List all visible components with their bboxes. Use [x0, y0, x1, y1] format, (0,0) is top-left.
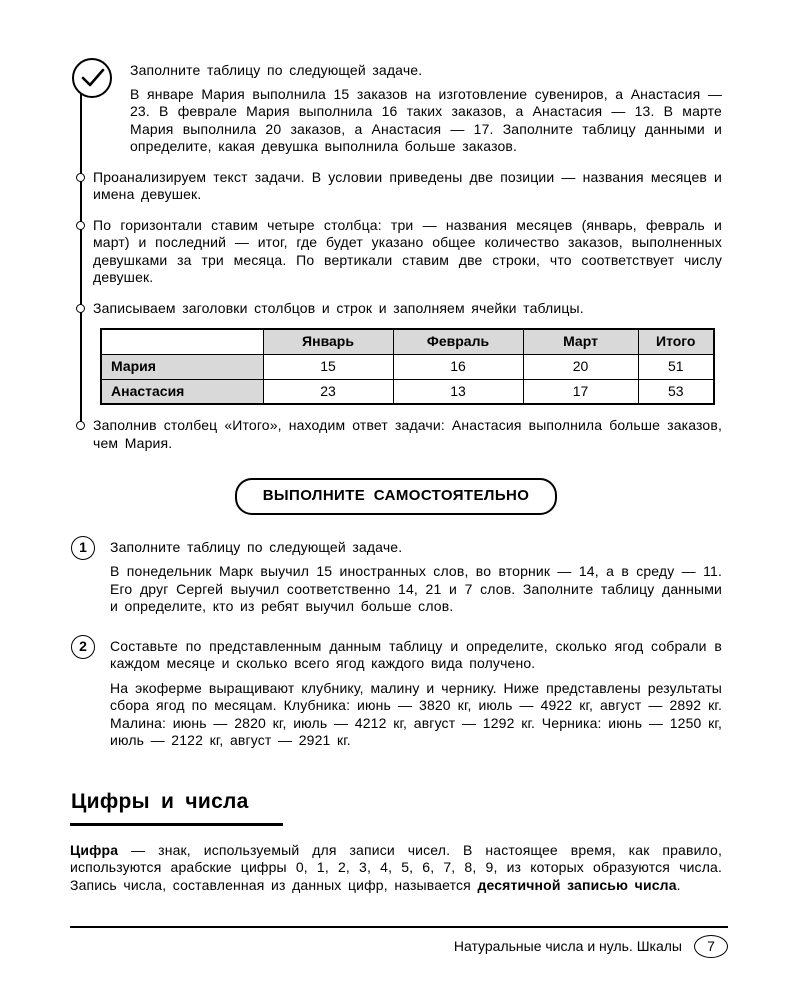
table-cell: 15 [263, 354, 393, 379]
table-header-february: Февраль [393, 329, 523, 354]
task-body: На экоферме выращивают клубнику, малину и чернику. Ниже представлены результаты сбора ягод по месяцам. Клубника: июнь — 3820 кг, июль — 4922 кг, август — 2892 кг. Малина: июнь — 2820 кг, июль — 4212 кг, август — 1292 кг. Черника: июнь — 1250 кг, июль — 2122 кг, август — 2921 кг. [110, 679, 722, 748]
worked-example [70, 62, 722, 452]
table-cell: 23 [263, 379, 393, 404]
practice-box: ВЫПОЛНИТЕ САМОСТОЯТЕЛЬНО [235, 478, 558, 515]
example-problem-text: В январе Мария выполнила 15 заказов на изготовление сувениров, а Анастасия — 23. В феврале Мария выполнила 16 таких заказов, а Анастасия — 13. В марте Мария выполнила 20 заказов, а Анастасия — 17. Заполните таблицу данными и определите, какая девушка выполнила больше заказов. [130, 85, 722, 154]
row-label: Мария [101, 354, 263, 379]
table-header-row [101, 329, 714, 354]
orders-table [100, 328, 715, 405]
practice-box-row [70, 478, 722, 515]
check-icon [72, 58, 112, 98]
table-cell: 20 [523, 354, 638, 379]
section-digits-and-numbers [70, 790, 722, 895]
table-cell: 13 [393, 379, 523, 404]
page-footer [70, 926, 728, 958]
table-cell: 17 [523, 379, 638, 404]
solution-step-3 [70, 300, 722, 318]
table-header-january: Январь [263, 329, 393, 354]
row-label: Анастасия [101, 379, 263, 404]
checkmark-glyph [79, 67, 106, 89]
task-prompt: Составьте по представленным данным таблицу и определите, сколько ягод собрали в каждом месяце и сколько всего ягод каждого вида получено. [110, 637, 722, 671]
example-intro [70, 62, 722, 156]
solution-step-1 [70, 169, 722, 204]
example-prompt: Заполните таблицу по следующей задаче. [130, 62, 423, 78]
footer-chapter-title: Натуральные числа и нуль. Шкалы [453, 937, 682, 954]
practice-tasks [70, 539, 722, 750]
table-corner-cell [101, 329, 263, 354]
bullet-icon [76, 421, 85, 430]
solution-conclusion [70, 417, 722, 452]
table-header-total: Итого [638, 329, 714, 354]
task-number-badge: 2 [71, 635, 95, 659]
conclusion-text: Заполнив столбец «Итого», находим ответ задачи: Анастасия выполнила больше заказов, чем Мария. [93, 417, 722, 451]
term-decimal-notation: десятичной записью числа [477, 876, 677, 893]
page-number: 7 [694, 935, 728, 958]
bullet-icon [76, 304, 85, 313]
bullet-icon [76, 221, 85, 230]
bullet-icon [76, 173, 85, 182]
step-text: Записываем заголовки столбцов и строк и заполняем ячейки таблицы. [93, 299, 584, 316]
task-body: В понедельник Марк выучил 15 иностранных слов, во вторник — 14, а в среду — 11. Его друг Сергей выучил соответственно 14, 21 и 7 слов. Заполните таблицу данными и определите, кто из ребят выучил больше слов. [110, 563, 722, 614]
task-1 [70, 539, 722, 616]
table-cell: 16 [393, 354, 523, 379]
task-prompt: Заполните таблицу по следующей задаче. [110, 538, 403, 555]
step-text: Проанализируем текст задачи. В условии приведены две позиции — названия месяцев и имена девушек. [93, 168, 722, 202]
table-cell: 53 [638, 379, 714, 404]
solution-step-2 [70, 217, 722, 287]
table-row-anastasia [101, 379, 714, 404]
definition-paragraph [70, 842, 722, 895]
section-heading: Цифры и числа [70, 790, 283, 826]
task-number-badge: 1 [71, 536, 95, 560]
task-2 [70, 638, 722, 750]
table-header-march: Март [523, 329, 638, 354]
definition-text-end: . [676, 876, 681, 893]
table-row-maria [101, 354, 714, 379]
table-cell: 51 [638, 354, 714, 379]
step-text: По горизонтали ставим четыре столбца: три — названия месяцев (январь, февраль и март) и последний — итог, где будет указано общее количество заказов, выполненных девушками за три месяца. По вертикали ставим две строки, что соответствует числу девушек. [93, 216, 722, 285]
definition-text: — знак, используемый для записи чисел. В настоящее время, как правило, используются арабские цифры 0, 1, 2, 3, 4, 5, 6, 7, 8, 9, из которых образуются числа. Запись числа, составленная из данных цифр, называется [70, 841, 722, 893]
term-cifra: Цифра [70, 841, 119, 858]
